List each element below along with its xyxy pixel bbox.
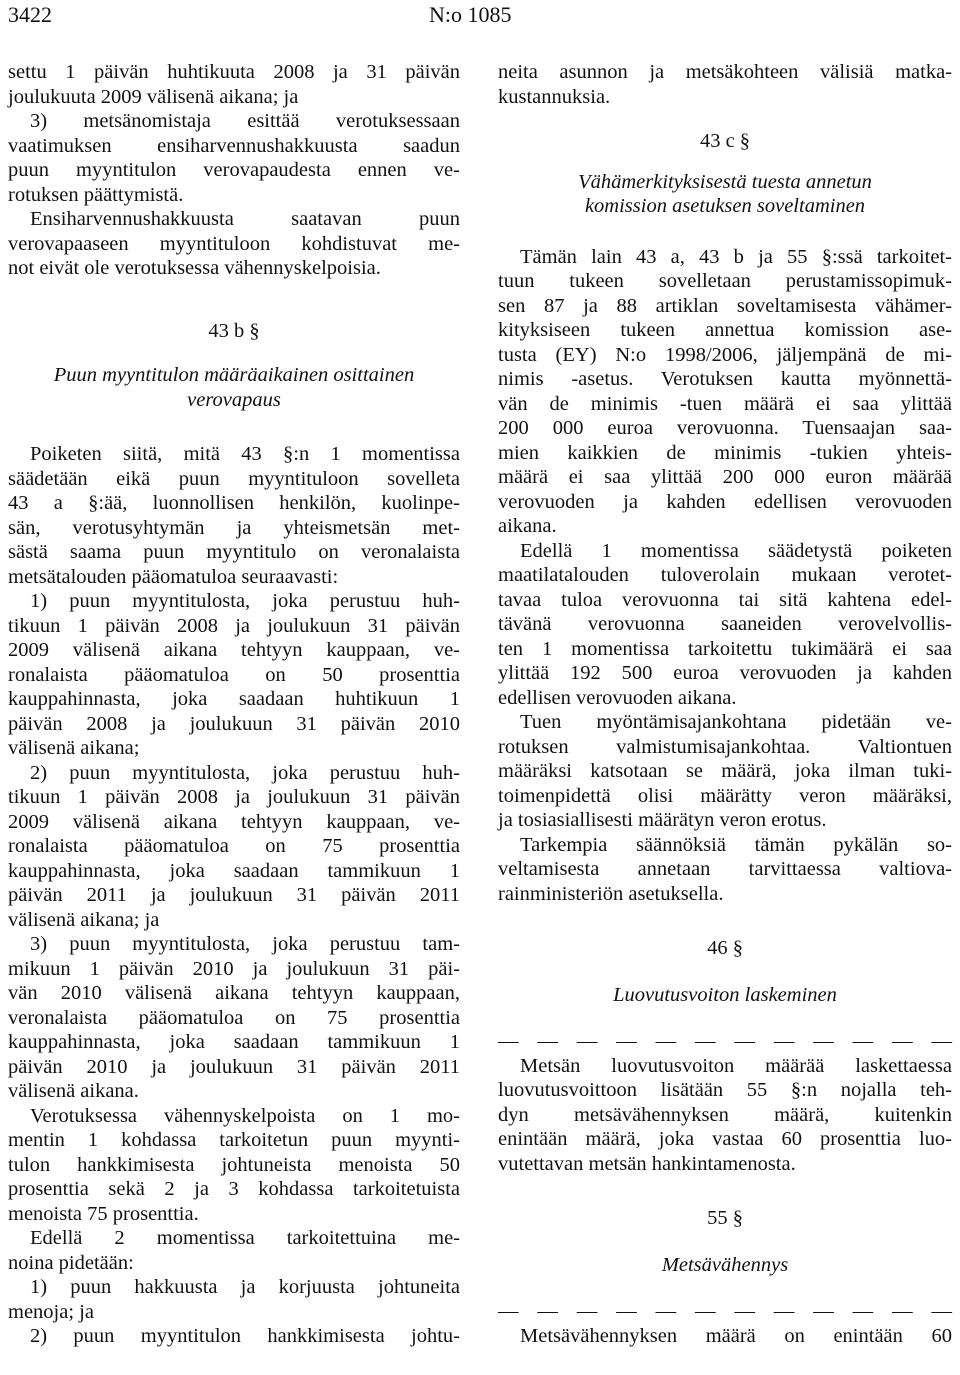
text-line: Edellä 1 momentissa säädetystä poiketen (520, 539, 952, 562)
section-heading-43c: 43 c § (699, 130, 751, 152)
text-line: 2) puun myyntitulon hankkimisesta johtu- (30, 1325, 460, 1347)
paragraph (8, 1226, 460, 1275)
text-line: verovuoden ja kahden edellisen verovuoden (498, 490, 952, 513)
paragraph (498, 60, 952, 109)
text-line: puun myyntitulon verovapaudesta ennen ve- (8, 159, 460, 181)
text-line: 2009 välisenä aikana tehtyyn kauppaan, ve- (8, 639, 460, 661)
omission-dashes: — — — — — — — — — — — — (498, 1030, 952, 1052)
paragraph (8, 60, 460, 109)
text-line: edellisen verovuoden aikana. (498, 686, 737, 709)
text-line: luovutusvoittoon lisätään 55 §:n nojalla teh- (498, 1079, 952, 1101)
text-line: neita asunnon ja metsäkohteen välisiä matka- (498, 61, 952, 83)
text-line: rotuksen valmistumisajankohtaa. Valtiontuen (498, 735, 952, 758)
text-line: 43 a §:ää, luonnollisen henkilön, kuolinpe- (8, 492, 460, 514)
text-line: tusta (EY) N:o 1998/2006, jäljempänä de mi- (498, 343, 952, 366)
text-line: settu 1 päivän huhtikuuta 2008 ja 31 päivän (8, 61, 460, 83)
text-line: vutettavan metsän hankintamenosta. (498, 1152, 796, 1175)
paragraph (498, 1054, 952, 1177)
text-line: nimis -asetus. Verotuksen kautta myönnettä- (498, 368, 952, 390)
text-line: veronalaista pääomatuloa on 75 prosenttia (8, 1006, 460, 1029)
text-line: välisenä aikana. (8, 1080, 139, 1102)
text-line: prosenttia sekä 2 ja 3 kohdassa tarkoitetuista (8, 1178, 460, 1200)
text-line: tävänä verovuonna saaneiden verovelvollis- (498, 613, 952, 635)
text-line: vän de minimis -tuen määrä ei saa ylittää (498, 392, 952, 415)
text-line: aikana. (498, 515, 557, 537)
text-line: tikuun 1 päivän 2008 ja joulukuun 31 päivän (8, 786, 460, 808)
paragraph (498, 710, 952, 833)
text-line: kauppahinnasta, joka saadaan tammikuun 1 (8, 1031, 460, 1053)
text-line: sän, verotusyhtymän ja yhteismetsän met- (8, 516, 460, 539)
text-line: dyn metsävähennyksen määrä, kuitenkin (498, 1103, 952, 1126)
text-line: Tämän lain 43 a, 43 b ja 55 §:ssä tarkoitet- (520, 245, 952, 268)
document-number: N:o 1085 (429, 2, 512, 27)
paragraph (498, 1324, 952, 1349)
left-column (8, 60, 460, 1349)
text-line: Verotuksessa vähennyskelpoista on 1 mo- (30, 1104, 460, 1127)
section-title-55: Metsävähennys (661, 1253, 789, 1276)
text-line: Poiketen siitä, mitä 43 §:n 1 momentissa (30, 443, 460, 465)
text-line: säädetään eikä puun myyntituloon sovelleta (8, 467, 460, 490)
text-line: enintään määrä, joka vastaa 60 prosenttia luo- (498, 1128, 952, 1150)
section-title-46: Luovutusvoiton laskeminen (613, 983, 837, 1006)
text-line: menoista 75 prosenttia. (8, 1202, 199, 1225)
section-title-43b: Puun myyntitulon määräaikainen osittainen (53, 364, 415, 386)
text-line: ronalaista pääomatuloa on 75 prosenttia (8, 835, 460, 857)
paragraph (8, 1275, 460, 1324)
text-line: 2) puun myyntitulosta, joka perustuu huh- (30, 761, 460, 784)
page-header (8, 0, 952, 30)
text-line: 3) puun myyntitulosta, joka perustuu tam- (30, 933, 460, 955)
paragraph (8, 207, 460, 281)
text-line: ja tosiasiallisesti määrätyn veron erotus. (498, 809, 827, 831)
paragraph (8, 1104, 460, 1227)
paragraph (8, 109, 460, 207)
text-line: Ensiharvennushakkuusta saatavan puun (30, 208, 460, 230)
text-line: ylittää 192 500 euroa verovuoden ja kahden (498, 662, 952, 684)
section-title-43c: komission asetuksen soveltaminen (584, 195, 866, 217)
text-line: mentin 1 kohdassa tarkoitetun puun myynti- (8, 1129, 460, 1151)
text-line: välisenä aikana; ja (8, 908, 160, 931)
text-line: maatilatalouden tuloverolain mukaan verotet- (498, 564, 952, 586)
text-line: 200 000 euroa verovuonna. Tuensaajan saa- (498, 417, 952, 439)
section-heading-46: 46 § (707, 937, 743, 959)
section-heading-43b: 43 b § (208, 319, 260, 342)
paragraph (8, 1324, 460, 1349)
text-line: sen 87 ja 88 artiklan soveltamisesta vähämer- (498, 294, 952, 317)
text-line: tuun tukeen sovelletaan perustamissopimuk- (498, 270, 952, 292)
text-line: Edellä 2 momentissa tarkoitettuina me- (30, 1227, 460, 1249)
section-heading-55: 55 § (707, 1207, 743, 1229)
text-line: tulon hankkimisesta johtuneista menoista 50 (8, 1153, 460, 1176)
text-line: toimenpidettä olisi määrätty veron määräksi, (498, 784, 952, 807)
text-line: tikuun 1 päivän 2008 ja joulukuun 31 päivän (8, 614, 460, 637)
section-title-43c: Vähämerkityksisestä tuesta annetun (578, 170, 872, 193)
text-line: mien kaikkien de minimis -tukien yhteis- (498, 441, 952, 464)
text-line: Tuen myöntämisajankohtana pidetään ve- (520, 711, 952, 733)
text-line: vaatimuksen ensiharvennushakkuusta saadun (8, 134, 460, 157)
text-line: Tarkempia säännöksiä tämän pykälän so- (520, 833, 952, 856)
text-line: välisenä aikana; (8, 737, 140, 759)
text-line: vän 2010 välisenä aikana tehtyyn kauppaan, (8, 982, 460, 1004)
text-line: verovapaaseen myyntituloon kohdistuvat me- (8, 232, 460, 255)
text-line: ten 1 momentissa tarkoitettu tukimäärä ei saa (498, 637, 952, 660)
omission-dashes: — — — — — — — — — — — — (498, 1300, 952, 1322)
paragraph (498, 245, 952, 539)
right-column (498, 60, 952, 1348)
text-line: 2009 välisenä aikana tehtyyn kauppaan, ve- (8, 810, 460, 833)
paragraph (8, 932, 460, 1104)
text-line: päivän 2011 ja joulukuun 31 päivän 2011 (8, 884, 460, 906)
text-line: joulukuuta 2009 välisenä aikana; ja (8, 85, 299, 108)
text-line: 1) puun myyntitulosta, joka perustuu huh- (30, 590, 460, 612)
text-line: kustannuksia. (498, 85, 611, 108)
text-line: kityksiseen tukeen annettua komission ase- (498, 319, 952, 341)
paragraph (8, 589, 460, 761)
text-line: rainministeriön asetuksella. (498, 882, 724, 905)
text-line: not eivät ole verotuksessa vähennyskelpoisia. (8, 257, 381, 279)
text-line: 1) puun hakkuusta ja korjuusta johtuneita (30, 1276, 460, 1298)
text-line: menoja; ja (8, 1300, 94, 1323)
text-line: rotuksen päättymistä. (8, 183, 184, 206)
text-line: metsätalouden pääomatuloa seuraavasti: (8, 565, 339, 588)
paragraph (498, 539, 952, 711)
text-line: veltamisesta annetaan tarvittaessa valtiova- (498, 858, 952, 880)
text-line: kauppahinnasta, joka saadaan huhtikuun 1 (8, 688, 460, 710)
text-line: tavaa tuloa verovuonna tai sitä kahtena edel- (498, 588, 952, 611)
paragraph (498, 833, 952, 907)
text-line: ronalaista pääomatuloa on 50 prosenttia (8, 663, 460, 686)
text-line: sästä saama puun myyntitulo on veronalaista (8, 541, 460, 563)
text-line: mikuun 1 päivän 2010 ja joulukuun 31 päi- (8, 957, 460, 980)
text-line: 3) metsänomistaja esittää verotuksessaan (30, 110, 460, 132)
text-line: kauppahinnasta, joka saadaan tammikuun 1 (8, 859, 460, 882)
paragraph (8, 442, 460, 589)
section-title-43b: verovapaus (187, 388, 281, 411)
text-line: määrä ei saa ylittää 200 000 euron määrää (498, 466, 952, 488)
text-line: päivän 2008 ja joulukuun 31 päivän 2010 (8, 712, 460, 735)
text-line: Metsän luovutusvoiton määrää laskettaessa (520, 1054, 952, 1077)
paragraph (8, 761, 460, 933)
text-line: määräksi katsotaan se määrä, joka ilman tuki- (498, 760, 952, 782)
text-line: päivän 2010 ja joulukuun 31 päivän 2011 (8, 1055, 460, 1078)
text-line: Metsävähennyksen määrä on enintään 60 (520, 1324, 952, 1347)
page-number: 3422 (8, 2, 52, 27)
text-line: noina pidetään: (8, 1251, 134, 1274)
